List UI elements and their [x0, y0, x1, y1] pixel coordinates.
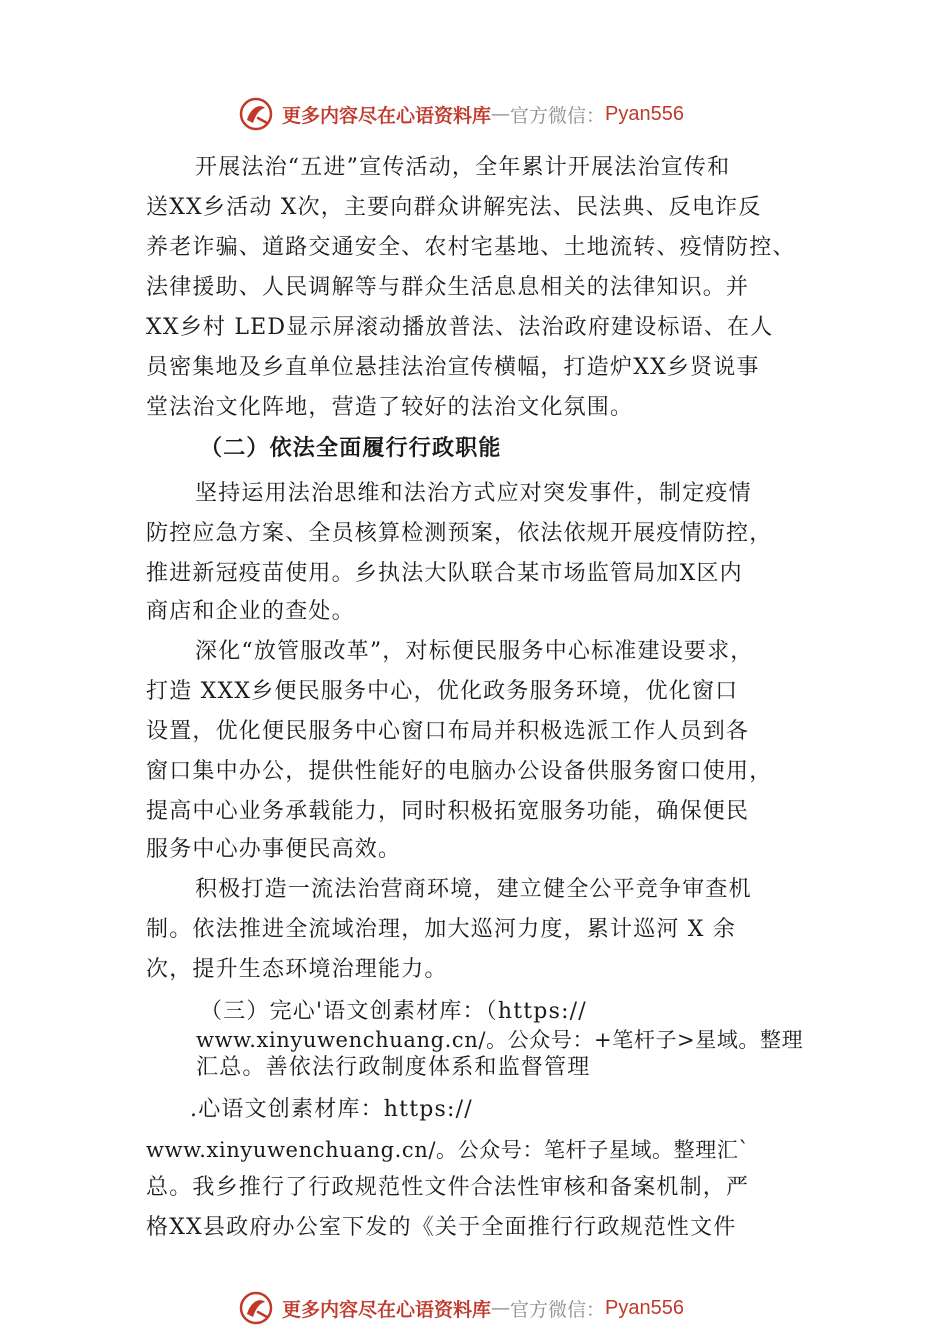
banner-separator: — — [491, 103, 511, 125]
text-line: 养老诈骗、道路交通安全、农村宅基地、土地流转、疫情防控、 — [146, 235, 796, 260]
text-line: 法律援助、人民调解等与群众生活息息相关的法律知识。并 — [146, 275, 750, 300]
banner-wechat-label: 官方微信： — [510, 104, 606, 127]
banner-wechat-label: 官方微信： — [510, 1298, 606, 1321]
text-line: 次，提升生态环境治理能力。 — [146, 957, 448, 982]
section-heading: （二）依法全面履行行政职能 — [200, 435, 502, 461]
text-line: 打造 XXX乡便民服务中心，优化政务服务环境，优化窗口 — [146, 679, 739, 704]
text-line: 制。依法推进全流域治理，加大巡河力度，累计巡河 X 余 — [146, 917, 737, 942]
banner-wechat-id: Pyan556 — [605, 102, 684, 125]
text-line: XX乡村 LED显示屏滚动播放普法、法治政府建设标语、在人 — [146, 315, 774, 340]
footer-banner — [238, 1288, 684, 1328]
brand-logo-icon — [238, 96, 274, 132]
text-line: 总。我乡推行了行政规范性文件合法性审核和备案机制，严 — [146, 1175, 750, 1200]
brand-logo-icon — [238, 1290, 274, 1326]
text-line: 窗口集中办公，提供性能好的电脑办公设备供服务窗口使用， — [146, 759, 773, 784]
text-line: 推进新冠疫苗使用。乡执法大队联合某市场监管局加X区内 — [146, 561, 743, 586]
text-line: 商店和企业的查处。 — [146, 599, 355, 624]
text-line: www.xinyuwenchuang.cn/。公众号：+笔杆子>星域。整理 — [196, 1028, 804, 1052]
text-line: www.xinyuwenchuang.cn/。公众号：笔杆子星域。整理汇` — [146, 1138, 750, 1162]
section-heading: （三）完心'语文创素材库：（https:// — [200, 999, 587, 1024]
banner-brand-text: 更多内容尽在心语资料库 — [282, 1298, 492, 1321]
text-line: 格XX县政府办公室下发的《关于全面推行行政规范性文件 — [146, 1215, 737, 1240]
banner-separator: — — [491, 1297, 511, 1319]
text-line: 汇总。善依法行政制度体系和监督管理 — [196, 1055, 591, 1080]
header-banner — [238, 94, 684, 134]
text-line: 堂法治文化阵地，营造了较好的法治文化氛围。 — [146, 395, 634, 420]
text-line: 积极打造一流法治营商环境，建立健全公平竞争审查机 — [195, 877, 752, 902]
text-line: 防控应急方案、全员核算检测预案，依法依规开展疫情防控， — [146, 521, 773, 546]
text-line: 服务中心办事便民高效。 — [146, 837, 402, 862]
banner-wechat-id: Pyan556 — [605, 1296, 684, 1319]
text-line: 坚持运用法治思维和法治方式应对突发事件，制定疫情 — [195, 481, 752, 506]
text-line: 开展法治“五进”宣传活动，全年累计开展法治宣传和 — [195, 155, 731, 180]
banner-brand-text: 更多内容尽在心语资料库 — [282, 104, 492, 127]
text-line: 设置，优化便民服务中心窗口布局并积极选派工作人员到各 — [146, 719, 750, 744]
text-line: 深化“放管服改革”，对标便民服务中心标准建设要求， — [195, 639, 754, 664]
text-line: .心语文创素材库：https:// — [190, 1097, 473, 1122]
text-line: 提高中心业务承载能力，同时积极拓宽服务功能，确保便民 — [146, 799, 750, 824]
text-line: 员密集地及乡直单位悬挂法治宣传横幅，打造炉XX乡贤说事 — [146, 355, 760, 380]
text-line: 送XX乡活动 X次，主要向群众讲解宪法、民法典、反电诈反 — [146, 195, 762, 220]
